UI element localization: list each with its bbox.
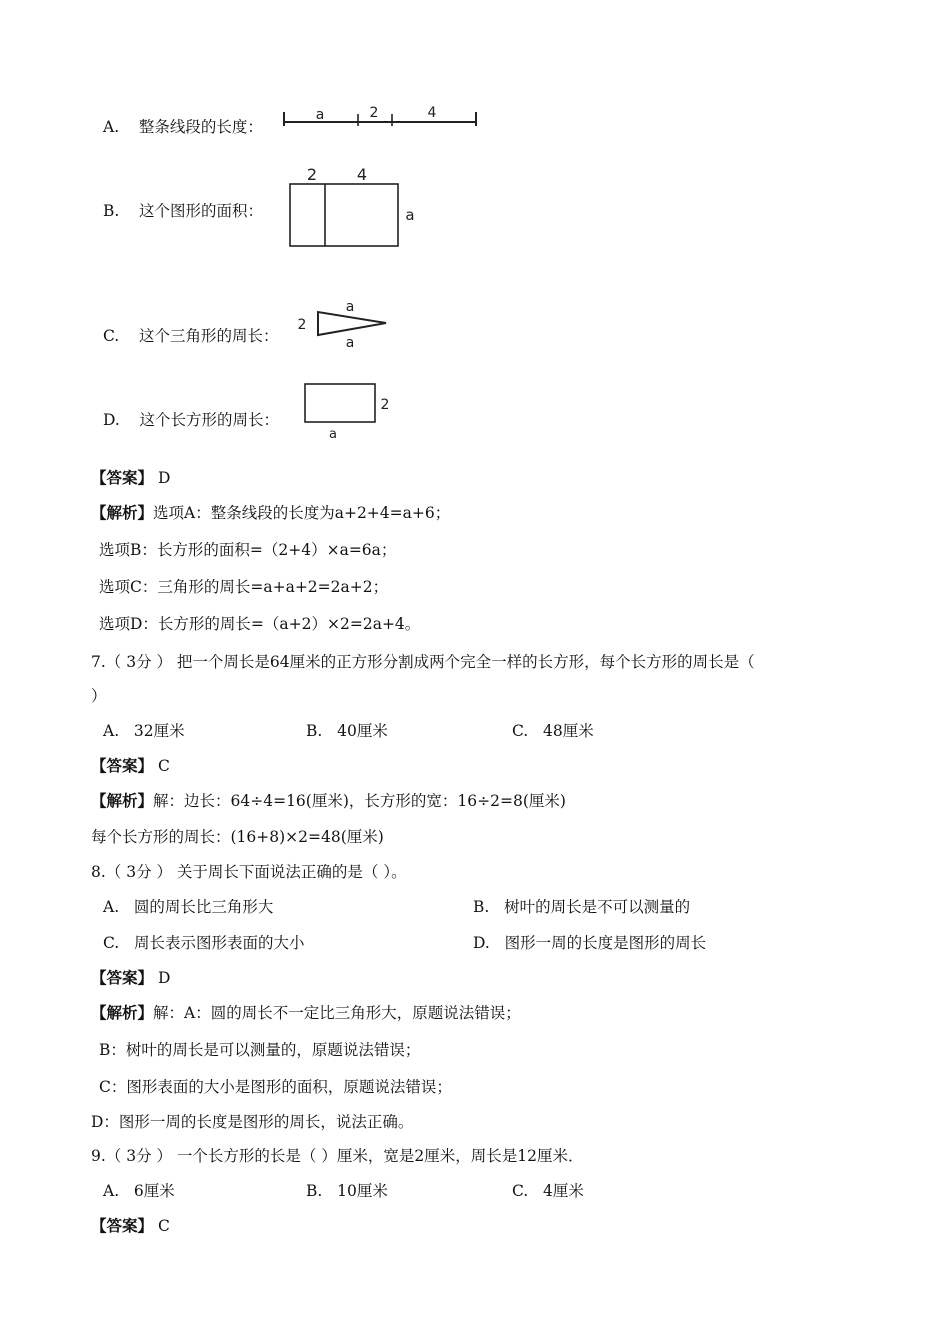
- answer-value: C: [157, 757, 170, 775]
- answer-label: 【答案】: [91, 969, 154, 987]
- q7-stem: 7.（ 3分 ） 把一个周长是64厘米的正方形分割成两个完全一样的长方形，每个长方形的周长是（: [91, 653, 755, 671]
- q7-option-c: [512, 721, 594, 741]
- option-text: 10厘米: [337, 1182, 388, 1200]
- option-text: 周长表示图形表面的大小: [134, 934, 305, 952]
- q7-option-a: [103, 721, 185, 741]
- line-segment-figure: [280, 100, 480, 130]
- answer-value: D: [157, 469, 171, 487]
- rectangle-perimeter-figure: [300, 378, 400, 443]
- option-text: 这个图形的面积：: [139, 202, 264, 220]
- analysis-line: 解：A：圆的周长不一定比三角形大，原题说法错误；: [153, 1004, 521, 1022]
- option-letter: A.: [103, 118, 120, 136]
- rectangle-area-figure: [285, 162, 425, 252]
- option-text: 圆的周长比三角形大: [133, 898, 274, 916]
- q7-answer: [91, 756, 170, 776]
- q7-option-b: [306, 721, 388, 741]
- analysis-line: 选项C：三角形的周长=a+a+2=2a+2；: [99, 578, 389, 596]
- q8-analysis: [91, 1003, 521, 1023]
- option-text: 4厘米: [543, 1182, 584, 1200]
- analysis-label: 【解析】: [91, 792, 154, 810]
- analysis-line: 选项B：长方形的面积=（2+4）×a=6a；: [99, 541, 397, 559]
- analysis-line: 每个长方形的周长：(16+8)×2=48(厘米): [91, 828, 384, 846]
- option-text: 这个三角形的周长：: [138, 327, 279, 345]
- triangle-figure: [292, 297, 392, 349]
- option-letter: C.: [512, 1182, 529, 1200]
- answer-label: 【答案】: [91, 757, 154, 775]
- answer-label: 【答案】: [91, 469, 154, 487]
- analysis-line: B：树叶的周长是可以测量的，原题说法错误；: [99, 1041, 421, 1059]
- option-text: 这个长方形的周长：: [139, 411, 280, 429]
- width-label-4: 4: [356, 165, 368, 184]
- triangle-side-a-bottom: a: [345, 335, 355, 351]
- segment-label-a: a: [315, 107, 325, 123]
- option-letter: C.: [512, 722, 529, 740]
- analysis-line: C：图形表面的大小是图形的面积，原题说法错误；: [99, 1078, 452, 1096]
- q8-option-a: [103, 897, 273, 917]
- q9-stem: 9.（ 3分 ） 一个长方形的长是（ ）厘米，宽是2厘米，周长是12厘米．: [91, 1147, 584, 1165]
- segment-label-2: 2: [369, 105, 379, 121]
- answer-value: D: [157, 969, 171, 987]
- analysis-line: 选项A：整条线段的长度为a+2+4=a+6；: [153, 504, 451, 522]
- q8-option-c: [103, 933, 305, 953]
- rect-side-2: 2: [380, 397, 390, 413]
- option-text: 48厘米: [543, 722, 594, 740]
- q9-option-b: [306, 1181, 388, 1201]
- answer-label: 【答案】: [91, 1217, 154, 1235]
- analysis-label: 【解析】: [91, 504, 154, 522]
- segment-label-4: 4: [427, 105, 437, 121]
- q6-option-d: [103, 410, 279, 430]
- option-text: 6厘米: [133, 1182, 175, 1200]
- analysis-line: 选项D：长方形的周长=（a+2）×2=2a+4。: [99, 615, 421, 633]
- option-letter: C.: [103, 934, 120, 952]
- q7-analysis: [91, 791, 566, 811]
- q8-stem: 8.（ 3分 ） 关于周长下面说法正确的是（ ）。: [91, 863, 407, 881]
- q9-option-a: [103, 1181, 175, 1201]
- option-text: 整条线段的长度：: [138, 118, 263, 136]
- option-letter: B.: [473, 898, 490, 916]
- q6-option-c: [103, 326, 278, 346]
- option-text: 40厘米: [337, 722, 388, 740]
- option-letter: B.: [103, 202, 120, 220]
- analysis-line: 解：边长：64÷4=16(厘米)，长方形的宽：16÷2=8(厘米): [153, 792, 566, 810]
- q9-option-c: [512, 1181, 584, 1201]
- q6-answer: [91, 468, 170, 488]
- q7-stem-cont: ）: [91, 687, 107, 705]
- analysis-line: D：图形一周的长度是图形的周长，说法正确。: [91, 1113, 414, 1131]
- q6-option-b: [103, 201, 263, 221]
- width-label-2: 2: [306, 165, 318, 184]
- option-text: 32厘米: [133, 722, 185, 740]
- q9-answer: [91, 1216, 170, 1236]
- option-letter: D.: [103, 411, 120, 429]
- option-text: 树叶的周长是不可以测量的: [504, 898, 691, 916]
- option-letter: A.: [103, 722, 120, 740]
- option-letter: B.: [306, 722, 323, 740]
- triangle-side-a-top: a: [345, 299, 355, 315]
- option-letter: A.: [103, 1182, 120, 1200]
- option-letter: C.: [103, 327, 120, 345]
- q6-analysis: [91, 503, 450, 523]
- q8-answer: [91, 968, 170, 988]
- option-letter: D.: [473, 934, 490, 952]
- option-text: 图形一周的长度是图形的周长: [504, 934, 707, 952]
- option-letter: A.: [103, 898, 120, 916]
- analysis-label: 【解析】: [91, 1004, 154, 1022]
- q6-option-a: [103, 117, 263, 137]
- q8-option-d: [473, 933, 706, 953]
- answer-value: C: [157, 1217, 170, 1235]
- triangle-side-2: 2: [297, 317, 307, 333]
- q8-option-b: [473, 897, 690, 917]
- option-letter: B.: [306, 1182, 323, 1200]
- height-label-a: a: [405, 206, 415, 224]
- rect-side-a: a: [329, 427, 337, 442]
